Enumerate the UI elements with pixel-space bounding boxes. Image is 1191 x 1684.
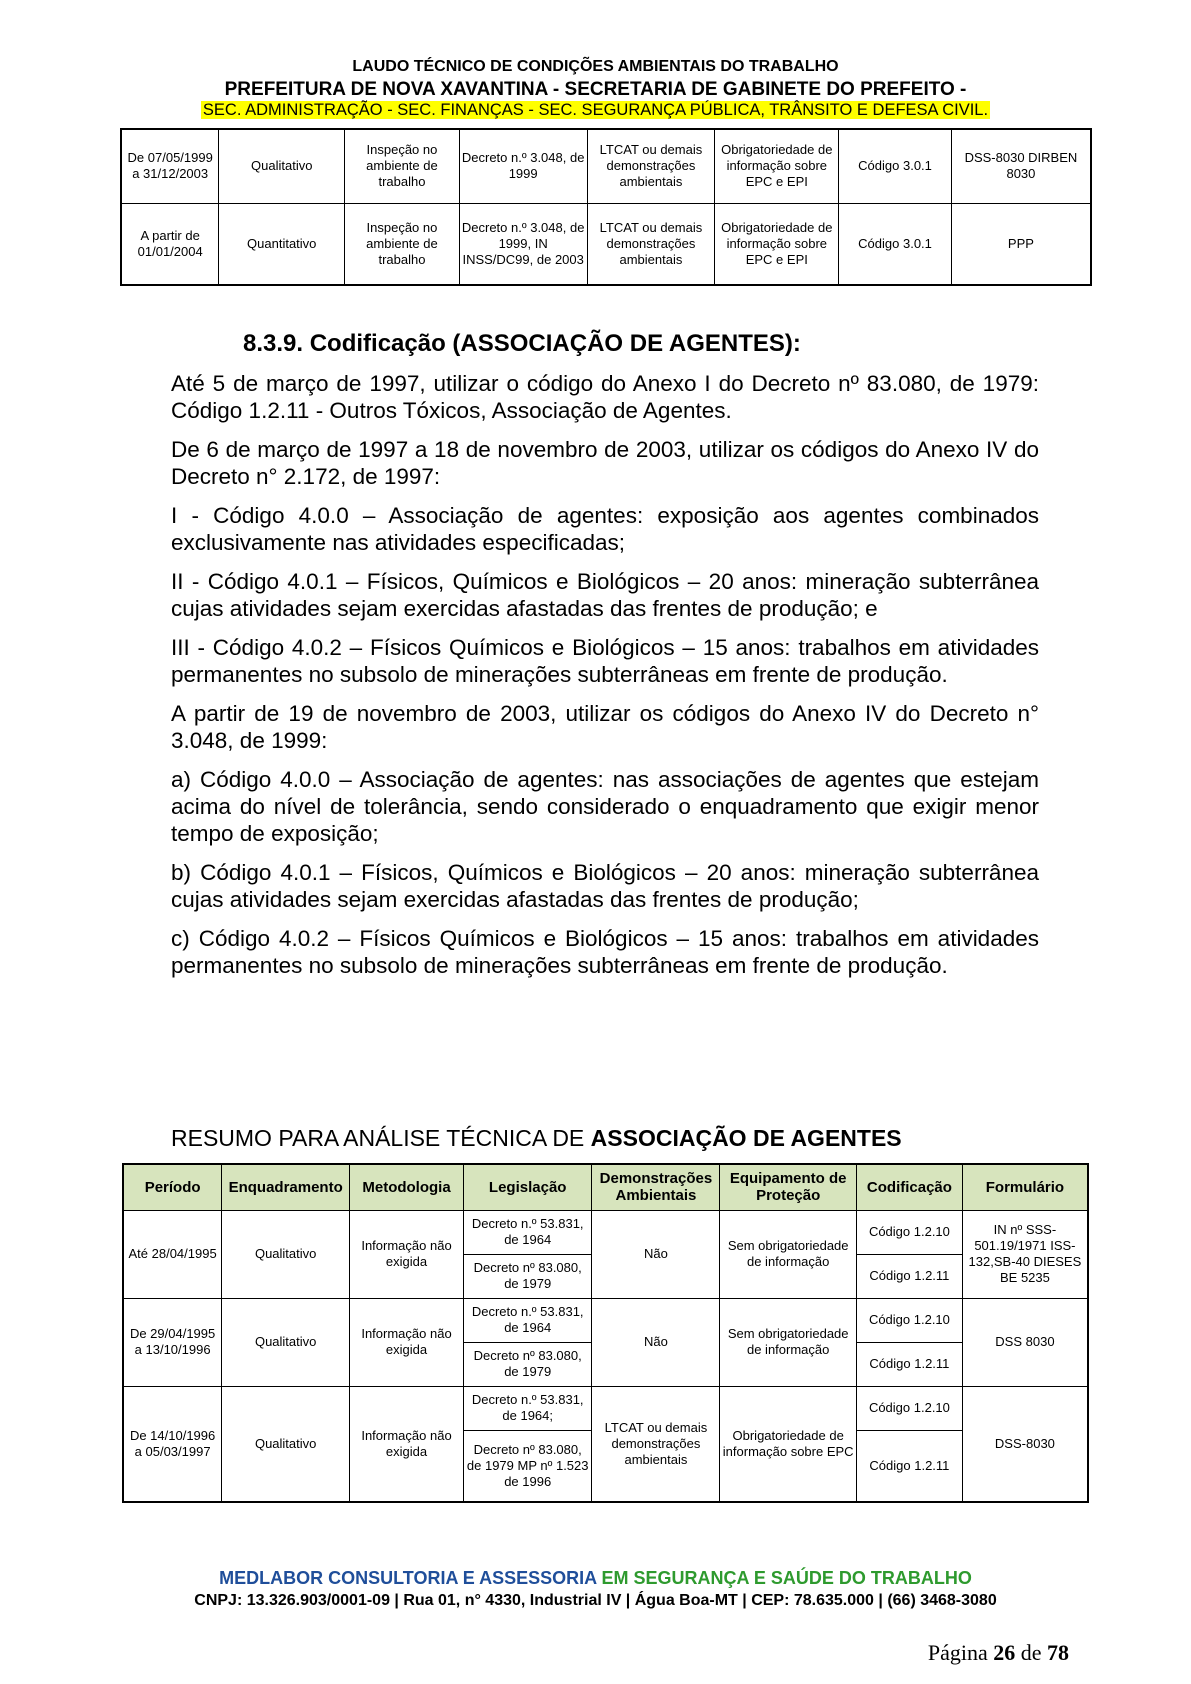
page-total: 78	[1047, 1640, 1069, 1665]
summary-heading	[171, 1125, 902, 1152]
table-cell: Decreto n.º 3.048, de 1999, IN INSS/DC99, de 2003	[459, 203, 587, 285]
table-header-row	[123, 1164, 1088, 1210]
summary-heading-bold: ASSOCIAÇÃO DE AGENTES	[590, 1125, 902, 1151]
table-cell: Informação não exigida	[350, 1210, 464, 1298]
paragraph: A partir de 19 de novembro de 2003, utilizar os códigos do Anexo IV do Decreto n° 3.048, de 1999:	[171, 701, 1039, 753]
page-label: Página	[927, 1640, 994, 1665]
column-header: Codificação	[857, 1164, 963, 1210]
table-row	[123, 1298, 1088, 1342]
table-cell: Inspeção no ambiente de trabalho	[345, 203, 460, 285]
table-cell: Decreto n.º 53.831, de 1964	[463, 1210, 592, 1254]
table-cell: Decreto nº 83.080, de 1979 MP nº 1.523 de 1996	[463, 1430, 592, 1502]
table-cell: DSS 8030	[962, 1298, 1088, 1386]
column-header: Enquadramento	[222, 1164, 350, 1210]
table-cell: Sem obrigatoriedade de informação	[720, 1298, 857, 1386]
table-cell: Obrigatoriedade de informação sobre EPC e EPI	[715, 129, 839, 203]
table-cell: Decreto n.º 53.831, de 1964	[463, 1298, 592, 1342]
footer-address: CNPJ: 13.326.903/0001-09 | Rua 01, n° 4330, Industrial IV | Água Boa-MT | CEP: 78.635.000 | (66) 3468-3080	[194, 1592, 997, 1609]
page-current: 26	[993, 1640, 1016, 1665]
table-cell: Código 1.2.10	[857, 1298, 963, 1342]
table-cell: Qualitativo	[222, 1386, 350, 1502]
table-cell: Código 3.0.1	[839, 203, 952, 285]
table-cell: Código 1.2.11	[857, 1254, 963, 1298]
paragraph: I - Código 4.0.0 – Associação de agentes: exposição aos agentes combinados exclusivamente nas atividades especificadas;	[171, 503, 1039, 555]
table-cell: Não	[592, 1210, 720, 1298]
section-body	[171, 370, 1039, 991]
paragraph: b) Código 4.0.1 – Físicos, Químicos e Biológicos – 20 anos: mineração subterrânea cujas atividades sejam exercidas afastadas das frentes de produção;	[171, 860, 1039, 912]
paragraph: III - Código 4.0.2 – Físicos Químicos e Biológicos – 15 anos: trabalhos em atividades permanentes no subsolo de minerações subterrâneas em frente de produção.	[171, 635, 1039, 687]
table-cell: Decreto nº 83.080, de 1979	[463, 1342, 592, 1386]
table-cell: Qualitativo	[219, 129, 345, 203]
table-cell: DSS-8030	[962, 1386, 1088, 1502]
table-cell: Qualitativo	[222, 1210, 350, 1298]
top-table	[120, 128, 1092, 286]
table-cell: Inspeção no ambiente de trabalho	[345, 129, 460, 203]
header-departments-text: SEC. ADMINISTRAÇÃO - SEC. FINANÇAS - SEC. SEGURANÇA PÚBLICA, TRÂNSITO E DEFESA CIVIL.	[202, 101, 989, 119]
table-cell: A partir de 01/01/2004	[121, 203, 219, 285]
column-header: Metodologia	[350, 1164, 464, 1210]
column-header: Formulário	[962, 1164, 1088, 1210]
table-cell: Obrigatoriedade de informação sobre EPC e EPI	[715, 203, 839, 285]
table-cell: Código 1.2.11	[857, 1342, 963, 1386]
table-cell: Informação não exigida	[350, 1386, 464, 1502]
table-cell: De 07/05/1999 a 31/12/2003	[121, 129, 219, 203]
table-cell: Sem obrigatoriedade de informação	[720, 1210, 857, 1298]
summary-table	[122, 1163, 1089, 1503]
table-cell: Código 3.0.1	[839, 129, 952, 203]
table-cell: Informação não exigida	[350, 1298, 464, 1386]
page-number	[928, 1640, 1069, 1666]
column-header: Equipamento de Proteção	[720, 1164, 857, 1210]
table-cell: LTCAT ou demais demonstrações ambientais	[592, 1386, 720, 1502]
paragraph: II - Código 4.0.1 – Físicos, Químicos e Biológicos – 20 anos: mineração subterrânea cujas atividades sejam exercidas afastadas das frentes de produção; e	[171, 569, 1039, 621]
summary-heading-prefix: RESUMO PARA ANÁLISE TÉCNICA DE	[171, 1125, 591, 1151]
section-title: 8.3.9. Codificação (ASSOCIAÇÃO DE AGENTES):	[243, 330, 801, 357]
table-cell: LTCAT ou demais demonstrações ambientais	[587, 203, 715, 285]
table-cell: De 14/10/1996 a 05/03/1997	[123, 1386, 222, 1502]
table-cell: Obrigatoriedade de informação sobre EPC	[720, 1386, 857, 1502]
column-header: Legislação	[463, 1164, 592, 1210]
header-title: LAUDO TÉCNICO DE CONDIÇÕES AMBIENTAIS DO TRABALHO	[352, 58, 839, 75]
table-cell: Código 1.2.10	[857, 1210, 963, 1254]
table-row	[123, 1386, 1088, 1430]
table-cell: LTCAT ou demais demonstrações ambientais	[587, 129, 715, 203]
paragraph: a) Código 4.0.0 – Associação de agentes: nas associações de agentes que estejam acima do nível de tolerância, sendo considerado o enquadramento que exigir menor tempo de exposição;	[171, 767, 1039, 846]
footer-company-name: MEDLABOR CONSULTORIA E ASSESSORIA	[219, 1568, 597, 1588]
table-row	[121, 203, 1091, 285]
header-departments	[0, 101, 1191, 120]
table-cell: IN nº SSS-501.19/1971 ISS-132,SB-40 DIESES BE 5235	[962, 1210, 1088, 1298]
table-cell: PPP	[951, 203, 1091, 285]
footer-company	[0, 1568, 1191, 1589]
paragraph: c) Código 4.0.2 – Físicos Químicos e Biológicos – 15 anos: trabalhos em atividades permanentes no subsolo de minerações subterrâneas em frente de produção.	[171, 926, 1039, 978]
table-cell: DSS-8030 DIRBEN 8030	[951, 129, 1091, 203]
table-cell: De 29/04/1995 a 13/10/1996	[123, 1298, 222, 1386]
header-subtitle: PREFEITURA DE NOVA XAVANTINA - SECRETARIA DE GABINETE DO PREFEITO -	[224, 79, 967, 100]
table-cell: Decreto n.º 53.831, de 1964;	[463, 1386, 592, 1430]
paragraph: Até 5 de março de 1997, utilizar o código do Anexo I do Decreto nº 83.080, de 1979: Código 1.2.11 - Outros Tóxicos, Associação de Agentes.	[171, 371, 1039, 423]
column-header: Demonstrações Ambientais	[592, 1164, 720, 1210]
table-cell: Decreto nº 83.080, de 1979	[463, 1254, 592, 1298]
table-row	[121, 129, 1091, 203]
table-cell: Até 28/04/1995	[123, 1210, 222, 1298]
table-cell: Não	[592, 1298, 720, 1386]
table-cell: Decreto n.º 3.048, de 1999	[459, 129, 587, 203]
table-cell: Código 1.2.10	[857, 1386, 963, 1430]
table-cell: Código 1.2.11	[857, 1430, 963, 1502]
table-cell: Quantitativo	[219, 203, 345, 285]
column-header: Período	[123, 1164, 222, 1210]
table-cell: Qualitativo	[222, 1298, 350, 1386]
page-separator: de	[1015, 1640, 1047, 1665]
paragraph: De 6 de março de 1997 a 18 de novembro de 2003, utilizar os códigos do Anexo IV do Decreto n° 2.172, de 1997:	[171, 437, 1039, 489]
table-row	[123, 1210, 1088, 1254]
footer-company-area: EM SEGURANÇA E SAÚDE DO TRABALHO	[596, 1568, 972, 1588]
